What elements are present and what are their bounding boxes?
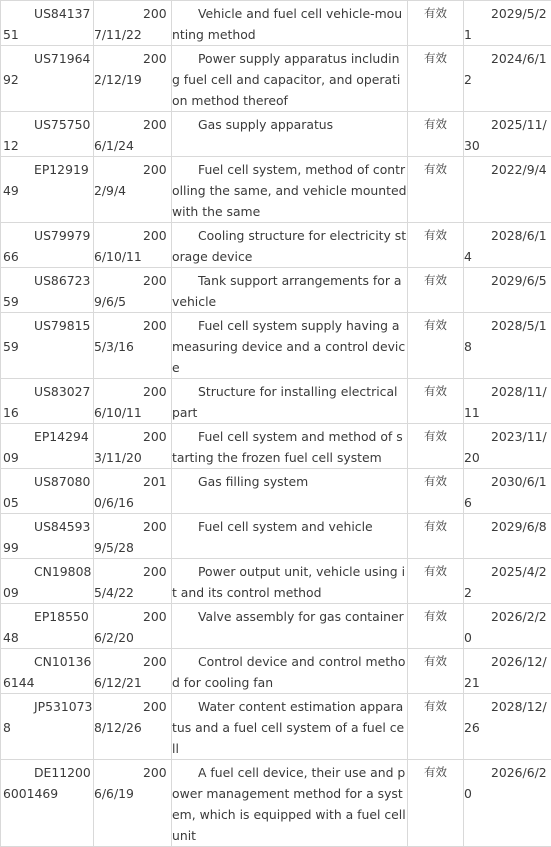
status-cell: 有效 [408,112,464,157]
expiry-date-cell: 2026/12/21 [464,649,551,694]
status-cell: 有效 [408,760,464,847]
expiry-date-cell: 2028/6/14 [464,223,551,268]
expiry-date-cell: 2022/9/4 [464,157,551,223]
status-cell: 有效 [408,469,464,514]
application-date-cell: 2006/12/21 [94,649,172,694]
patent-number-cell: US7575012 [1,112,94,157]
table-row [1,760,551,847]
patent-title-cell: A fuel cell device, their use and power management method for a system, which is equipped with a fuel cell unit [172,760,408,847]
table-row [1,424,551,469]
patent-title-cell: Tank support arrangements for a vehicle [172,268,408,313]
patent-title-cell: Vehicle and fuel cell vehicle-mounting method [172,1,408,46]
table-row [1,112,551,157]
table-row [1,559,551,604]
expiry-date-cell: 2029/6/5 [464,268,551,313]
patent-number-cell: CN1980809 [1,559,94,604]
expiry-date-cell: 2025/11/30 [464,112,551,157]
status-cell: 有效 [408,46,464,112]
expiry-date-cell: 2025/4/22 [464,559,551,604]
patent-number-cell: DE112006001469 [1,760,94,847]
patent-number-cell: US8708005 [1,469,94,514]
status-cell: 有效 [408,1,464,46]
patent-number-cell: US8302716 [1,379,94,424]
expiry-date-cell: 2028/11/11 [464,379,551,424]
application-date-cell: 2002/9/4 [94,157,172,223]
application-date-cell: 2006/10/11 [94,223,172,268]
application-date-cell: 2006/1/24 [94,112,172,157]
patent-title-cell: Fuel cell system and method of starting the frozen fuel cell system [172,424,408,469]
table-row [1,268,551,313]
table-row [1,1,551,46]
application-date-cell: 2002/12/19 [94,46,172,112]
expiry-date-cell: 2023/11/20 [464,424,551,469]
patent-number-cell: US7981559 [1,313,94,379]
table-row [1,223,551,268]
patent-title-cell: Fuel cell system and vehicle [172,514,408,559]
application-date-cell: 2006/2/20 [94,604,172,649]
patent-title-cell: Power output unit, vehicle using it and its control method [172,559,408,604]
patent-table-body [1,1,551,847]
status-cell: 有效 [408,424,464,469]
patent-number-cell: JP5310738 [1,694,94,760]
expiry-date-cell: 2024/6/12 [464,46,551,112]
patent-number-cell: US8459399 [1,514,94,559]
patent-title-cell: Control device and control method for cooling fan [172,649,408,694]
application-date-cell: 2010/6/16 [94,469,172,514]
application-date-cell: 2006/6/19 [94,760,172,847]
application-date-cell: 2008/12/26 [94,694,172,760]
expiry-date-cell: 2026/6/20 [464,760,551,847]
status-cell: 有效 [408,559,464,604]
application-date-cell: 2009/5/28 [94,514,172,559]
table-row [1,157,551,223]
patent-number-cell: EP1429409 [1,424,94,469]
application-date-cell: 2006/10/11 [94,379,172,424]
table-row [1,694,551,760]
status-cell: 有效 [408,514,464,559]
patent-title-cell: Water content estimation apparatus and a fuel cell system of a fuel cell [172,694,408,760]
expiry-date-cell: 2030/6/16 [464,469,551,514]
expiry-date-cell: 2028/5/18 [464,313,551,379]
table-row [1,514,551,559]
expiry-date-cell: 2028/12/26 [464,694,551,760]
expiry-date-cell: 2029/6/8 [464,514,551,559]
patent-number-cell: US8672359 [1,268,94,313]
table-row [1,649,551,694]
expiry-date-cell: 2026/2/20 [464,604,551,649]
patent-title-cell: Cooling structure for electricity storage device [172,223,408,268]
patent-number-cell: CN101366144 [1,649,94,694]
patent-title-cell: Gas supply apparatus [172,112,408,157]
status-cell: 有效 [408,223,464,268]
status-cell: 有效 [408,694,464,760]
status-cell: 有效 [408,268,464,313]
patent-number-cell: EP1291949 [1,157,94,223]
table-row [1,469,551,514]
status-cell: 有效 [408,379,464,424]
application-date-cell: 2009/6/5 [94,268,172,313]
application-date-cell: 2007/11/22 [94,1,172,46]
application-date-cell: 2005/4/22 [94,559,172,604]
patent-number-cell: US8413751 [1,1,94,46]
patent-title-cell: Power supply apparatus including fuel cell and capacitor, and operation method thereof [172,46,408,112]
table-row [1,379,551,424]
status-cell: 有效 [408,604,464,649]
application-date-cell: 2005/3/16 [94,313,172,379]
status-cell: 有效 [408,649,464,694]
patent-number-cell: EP1855048 [1,604,94,649]
status-cell: 有效 [408,313,464,379]
table-row [1,313,551,379]
patent-title-cell: Structure for installing electrical part [172,379,408,424]
status-cell: 有效 [408,157,464,223]
table-row [1,46,551,112]
patent-title-cell: Valve assembly for gas container [172,604,408,649]
patent-number-cell: US7196492 [1,46,94,112]
patent-number-cell: US7997966 [1,223,94,268]
patent-title-cell: Fuel cell system, method of controlling the same, and vehicle mounted with the same [172,157,408,223]
application-date-cell: 2003/11/20 [94,424,172,469]
patent-title-cell: Fuel cell system supply having a measuring device and a control device [172,313,408,379]
table-row [1,604,551,649]
expiry-date-cell: 2029/5/21 [464,1,551,46]
patent-title-cell: Gas filling system [172,469,408,514]
